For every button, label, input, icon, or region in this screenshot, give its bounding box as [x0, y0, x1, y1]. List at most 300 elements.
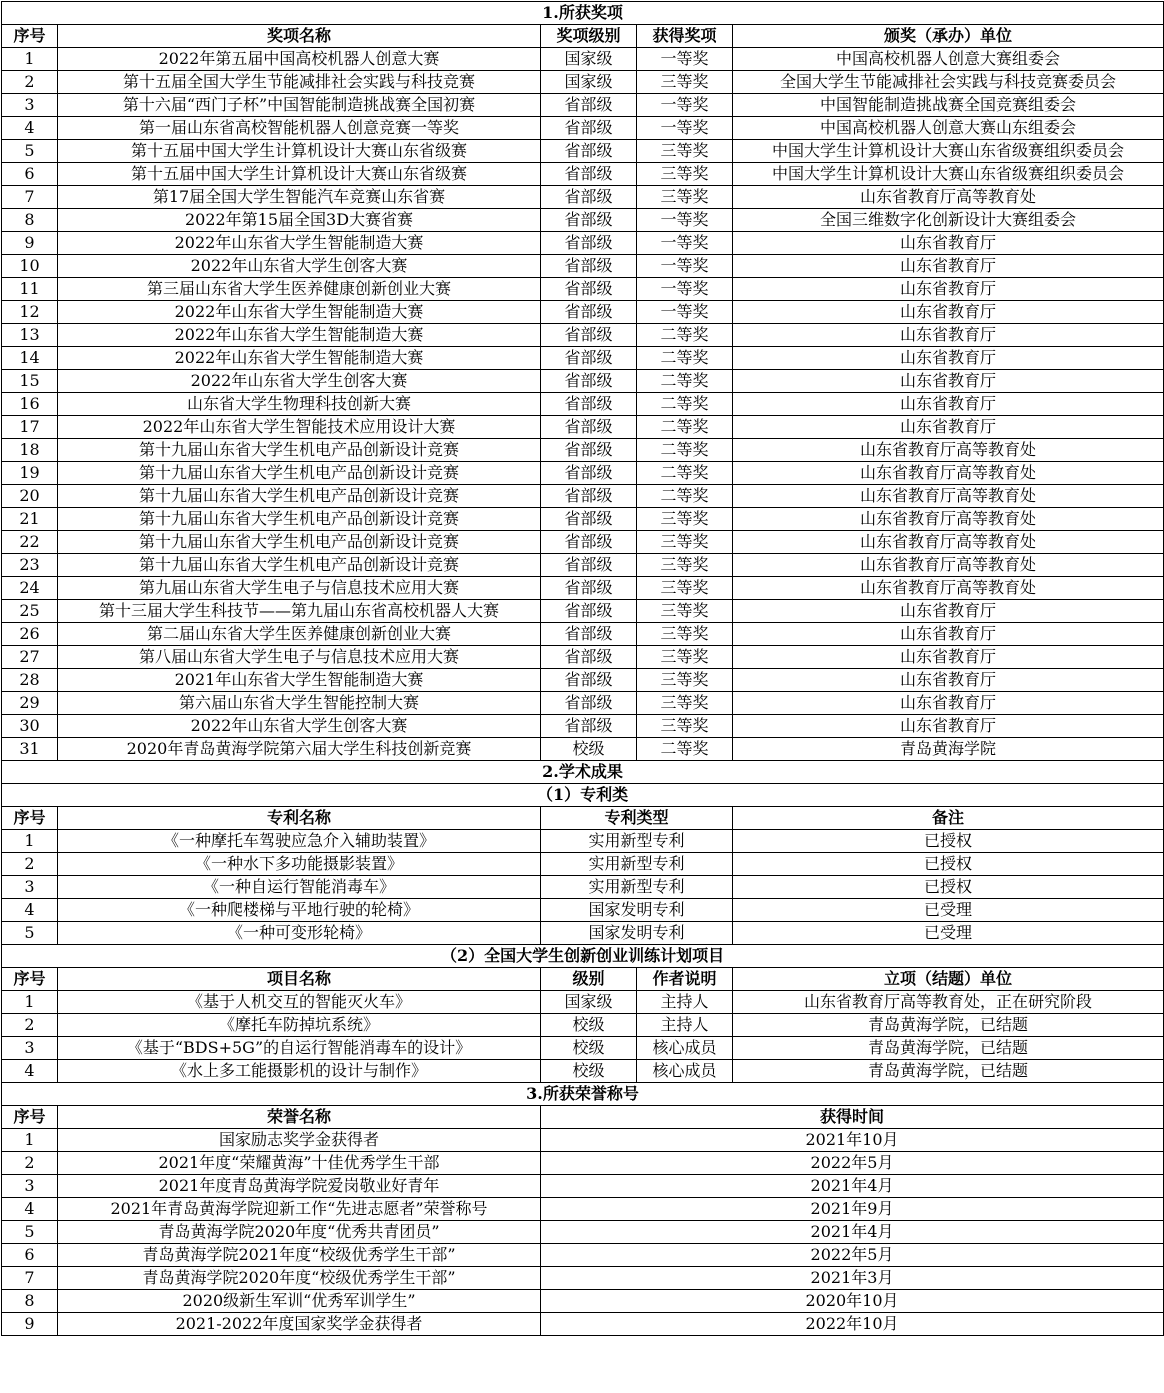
section-title-awards: 1.所获奖项 [2, 2, 1164, 25]
table-row [2, 554, 1164, 577]
index-cell: 9 [2, 232, 58, 255]
table-row [2, 1060, 1164, 1083]
award-name-cell: 第十六届“西门子杯”中国智能制造挑战赛全国初赛 [58, 94, 541, 117]
index-cell: 5 [2, 1221, 58, 1244]
award-issuer-header: 颁奖（承办）单位 [733, 25, 1164, 48]
index-cell: 17 [2, 416, 58, 439]
table-row [2, 393, 1164, 416]
project-unit-cell: 山东省教育厅高等教育处，正在研究阶段 [733, 991, 1164, 1014]
patent-note-header: 备注 [733, 807, 1164, 830]
table-row [2, 600, 1164, 623]
award-issuer-cell: 山东省教育厅 [733, 370, 1164, 393]
award-issuer-cell: 中国高校机器人创意大赛组委会 [733, 48, 1164, 71]
award-name-cell: 2020年青岛黄海学院第六届大学生科技创新竞赛 [58, 738, 541, 761]
award-name-cell: 2022年山东省大学生创客大赛 [58, 715, 541, 738]
index-cell: 14 [2, 347, 58, 370]
award-rank-cell: 二等奖 [637, 485, 733, 508]
index-cell: 1 [2, 48, 58, 71]
award-name-cell: 第十五届全国大学生节能减排社会实践与科技竞赛 [58, 71, 541, 94]
award-issuer-cell: 中国高校机器人创意大赛山东组委会 [733, 117, 1164, 140]
award-level-cell: 省部级 [541, 117, 637, 140]
award-issuer-cell: 山东省教育厅 [733, 669, 1164, 692]
project-name-cell: 《摩托车防掉坑系统》 [58, 1014, 541, 1037]
award-rank-cell: 一等奖 [637, 301, 733, 324]
award-issuer-cell: 山东省教育厅高等教育处 [733, 462, 1164, 485]
award-name-cell: 2022年第15届全国3D大赛省赛 [58, 209, 541, 232]
index-cell: 21 [2, 508, 58, 531]
project-unit-cell: 青岛黄海学院，已结题 [733, 1060, 1164, 1083]
award-name-cell: 2022年山东省大学生创客大赛 [58, 370, 541, 393]
honor-name-cell: 青岛黄海学院2020年度“校级优秀学生干部” [58, 1267, 541, 1290]
award-name-cell: 第三届山东省大学生医养健康创新创业大赛 [58, 278, 541, 301]
table-row [2, 278, 1164, 301]
award-issuer-cell: 中国智能制造挑战赛全国竞赛组委会 [733, 94, 1164, 117]
table-row [2, 439, 1164, 462]
project-unit-cell: 青岛黄海学院，已结题 [733, 1014, 1164, 1037]
index-cell: 4 [2, 1198, 58, 1221]
award-level-cell: 省部级 [541, 416, 637, 439]
patent-note-cell: 已受理 [733, 922, 1164, 945]
index-cell: 18 [2, 439, 58, 462]
award-rank-cell: 一等奖 [637, 232, 733, 255]
award-rank-cell: 三等奖 [637, 71, 733, 94]
award-rank-cell: 二等奖 [637, 393, 733, 416]
project-name-cell: 《基于“BDS+5G”的自运行智能消毒车的设计》 [58, 1037, 541, 1060]
honor-name-cell: 青岛黄海学院2021年度“校级优秀学生干部” [58, 1244, 541, 1267]
index-cell: 4 [2, 899, 58, 922]
table-row [2, 1290, 1164, 1313]
table-row [2, 232, 1164, 255]
table-row [2, 830, 1164, 853]
honor-date-cell: 2021年4月 [541, 1175, 1164, 1198]
patent-name-cell: 《一种爬楼梯与平地行驶的轮椅》 [58, 899, 541, 922]
award-level-cell: 国家级 [541, 71, 637, 94]
table-row [2, 876, 1164, 899]
table-row [2, 301, 1164, 324]
header-row [2, 25, 1164, 48]
index-cell: 3 [2, 1175, 58, 1198]
index-cell: 13 [2, 324, 58, 347]
index-cell: 7 [2, 186, 58, 209]
section-title-row [2, 1083, 1164, 1106]
index-cell: 16 [2, 393, 58, 416]
award-name-cell: 第十九届山东省大学生机电产品创新设计竞赛 [58, 439, 541, 462]
honor-date-cell: 2022年5月 [541, 1152, 1164, 1175]
award-rank-cell: 二等奖 [637, 738, 733, 761]
index-cell: 3 [2, 1037, 58, 1060]
award-name-header: 奖项名称 [58, 25, 541, 48]
table-row [2, 853, 1164, 876]
table-row [2, 370, 1164, 393]
author-role-header: 作者说明 [637, 968, 733, 991]
award-rank-cell: 一等奖 [637, 117, 733, 140]
project-unit-cell: 青岛黄海学院，已结题 [733, 1037, 1164, 1060]
award-issuer-cell: 山东省教育厅高等教育处 [733, 485, 1164, 508]
award-issuer-cell: 山东省教育厅高等教育处 [733, 508, 1164, 531]
award-level-cell: 省部级 [541, 462, 637, 485]
index-cell: 1 [2, 830, 58, 853]
index-cell: 1 [2, 991, 58, 1014]
award-issuer-cell: 中国大学生计算机设计大赛山东省级赛组织委员会 [733, 163, 1164, 186]
table-row [2, 991, 1164, 1014]
achievements-table [1, 1, 1164, 1336]
subsection-title-patents: （1）专利类 [2, 784, 1164, 807]
award-level-cell: 省部级 [541, 715, 637, 738]
award-name-cell: 第十三届大学生科技节——第九届山东省高校机器人大赛 [58, 600, 541, 623]
award-rank-cell: 一等奖 [637, 48, 733, 71]
table-row [2, 508, 1164, 531]
index-cell: 25 [2, 600, 58, 623]
table-row [2, 531, 1164, 554]
index-header: 序号 [2, 807, 58, 830]
table-row [2, 1221, 1164, 1244]
patent-name-cell: 《一种摩托车驾驶应急介入辅助装置》 [58, 830, 541, 853]
award-level-cell: 省部级 [541, 485, 637, 508]
index-cell: 19 [2, 462, 58, 485]
index-cell: 27 [2, 646, 58, 669]
award-level-header: 奖项级别 [541, 25, 637, 48]
honor-name-cell: 2020级新生军训“优秀军训学生” [58, 1290, 541, 1313]
award-level-cell: 省部级 [541, 163, 637, 186]
award-name-cell: 2021年山东省大学生智能制造大赛 [58, 669, 541, 692]
award-issuer-cell: 山东省教育厅 [733, 416, 1164, 439]
index-cell: 29 [2, 692, 58, 715]
index-header: 序号 [2, 1106, 58, 1129]
table-row [2, 715, 1164, 738]
patent-name-cell: 《一种自运行智能消毒车》 [58, 876, 541, 899]
honor-date-cell: 2021年10月 [541, 1129, 1164, 1152]
award-rank-header: 获得奖项 [637, 25, 733, 48]
index-header: 序号 [2, 968, 58, 991]
award-issuer-cell: 山东省教育厅 [733, 715, 1164, 738]
award-rank-cell: 二等奖 [637, 370, 733, 393]
honor-name-cell: 2021-2022年度国家奖学金获得者 [58, 1313, 541, 1336]
table-row [2, 1267, 1164, 1290]
award-level-cell: 省部级 [541, 232, 637, 255]
section-title-honors: 3.所获荣誉称号 [2, 1083, 1164, 1106]
honor-name-cell: 2021年度“荣耀黄海”十佳优秀学生干部 [58, 1152, 541, 1175]
header-row [2, 1106, 1164, 1129]
index-cell: 5 [2, 140, 58, 163]
project-name-header: 项目名称 [58, 968, 541, 991]
award-issuer-cell: 山东省教育厅 [733, 324, 1164, 347]
project-level-cell: 校级 [541, 1060, 637, 1083]
award-rank-cell: 三等奖 [637, 577, 733, 600]
honor-name-cell: 青岛黄海学院2020年度“优秀共青团员” [58, 1221, 541, 1244]
award-issuer-cell: 山东省教育厅高等教育处 [733, 577, 1164, 600]
index-cell: 31 [2, 738, 58, 761]
index-cell: 2 [2, 1152, 58, 1175]
project-level-header: 级别 [541, 968, 637, 991]
award-level-cell: 省部级 [541, 623, 637, 646]
index-cell: 4 [2, 1060, 58, 1083]
patent-type-cell: 实用新型专利 [541, 876, 733, 899]
table-row [2, 623, 1164, 646]
award-name-cell: 2022年山东省大学生智能制造大赛 [58, 324, 541, 347]
award-level-cell: 省部级 [541, 278, 637, 301]
award-name-cell: 第十五届中国大学生计算机设计大赛山东省级赛 [58, 163, 541, 186]
award-level-cell: 省部级 [541, 255, 637, 278]
award-rank-cell: 三等奖 [637, 531, 733, 554]
award-issuer-cell: 青岛黄海学院 [733, 738, 1164, 761]
award-issuer-cell: 山东省教育厅 [733, 278, 1164, 301]
award-rank-cell: 三等奖 [637, 646, 733, 669]
project-level-cell: 校级 [541, 1014, 637, 1037]
award-rank-cell: 一等奖 [637, 209, 733, 232]
award-level-cell: 省部级 [541, 554, 637, 577]
patent-name-header: 专利名称 [58, 807, 541, 830]
award-issuer-cell: 山东省教育厅 [733, 347, 1164, 370]
award-issuer-cell: 山东省教育厅高等教育处 [733, 439, 1164, 462]
award-rank-cell: 三等奖 [637, 186, 733, 209]
award-rank-cell: 三等奖 [637, 508, 733, 531]
patent-note-cell: 已授权 [733, 876, 1164, 899]
award-name-cell: 第十九届山东省大学生机电产品创新设计竞赛 [58, 508, 541, 531]
section-title-row [2, 945, 1164, 968]
award-rank-cell: 三等奖 [637, 140, 733, 163]
index-cell: 20 [2, 485, 58, 508]
award-level-cell: 省部级 [541, 439, 637, 462]
award-rank-cell: 三等奖 [637, 692, 733, 715]
table-row [2, 1129, 1164, 1152]
table-row [2, 94, 1164, 117]
award-level-cell: 省部级 [541, 600, 637, 623]
honor-date-cell: 2022年5月 [541, 1244, 1164, 1267]
award-name-cell: 第十九届山东省大学生机电产品创新设计竞赛 [58, 485, 541, 508]
honor-date-cell: 2021年3月 [541, 1267, 1164, 1290]
award-level-cell: 省部级 [541, 347, 637, 370]
table-row [2, 1014, 1164, 1037]
award-rank-cell: 一等奖 [637, 255, 733, 278]
award-rank-cell: 三等奖 [637, 163, 733, 186]
award-name-cell: 第一届山东省高校智能机器人创意竞赛一等奖 [58, 117, 541, 140]
award-name-cell: 2022年山东省大学生智能技术应用设计大赛 [58, 416, 541, 439]
index-cell: 10 [2, 255, 58, 278]
patent-note-cell: 已受理 [733, 899, 1164, 922]
award-rank-cell: 二等奖 [637, 324, 733, 347]
patent-name-cell: 《一种水下多功能摄影装置》 [58, 853, 541, 876]
award-level-cell: 省部级 [541, 324, 637, 347]
table-row [2, 485, 1164, 508]
award-name-cell: 第九届山东省大学生电子与信息技术应用大赛 [58, 577, 541, 600]
award-name-cell: 第二届山东省大学生医养健康创新创业大赛 [58, 623, 541, 646]
index-cell: 6 [2, 163, 58, 186]
award-name-cell: 第十五届中国大学生计算机设计大赛山东省级赛 [58, 140, 541, 163]
index-cell: 15 [2, 370, 58, 393]
index-cell: 2 [2, 1014, 58, 1037]
project-unit-header: 立项（结题）单位 [733, 968, 1164, 991]
award-issuer-cell: 山东省教育厅高等教育处 [733, 531, 1164, 554]
index-cell: 11 [2, 278, 58, 301]
award-rank-cell: 二等奖 [637, 439, 733, 462]
award-level-cell: 校级 [541, 738, 637, 761]
award-rank-cell: 二等奖 [637, 347, 733, 370]
honor-date-cell: 2021年9月 [541, 1198, 1164, 1221]
honor-date-cell: 2020年10月 [541, 1290, 1164, 1313]
table-row [2, 71, 1164, 94]
index-cell: 8 [2, 209, 58, 232]
patent-type-cell: 国家发明专利 [541, 922, 733, 945]
table-row [2, 1152, 1164, 1175]
section-title-academic: 2.学术成果 [2, 761, 1164, 784]
award-level-cell: 省部级 [541, 393, 637, 416]
author-role-cell: 主持人 [637, 1014, 733, 1037]
award-rank-cell: 一等奖 [637, 278, 733, 301]
subsection-title-projects: （2）全国大学生创新创业训练计划项目 [2, 945, 1164, 968]
index-cell: 23 [2, 554, 58, 577]
award-name-cell: 第17届全国大学生智能汽车竞赛山东省赛 [58, 186, 541, 209]
table-row [2, 1198, 1164, 1221]
award-issuer-cell: 山东省教育厅高等教育处 [733, 554, 1164, 577]
award-name-cell: 2022年山东省大学生智能制造大赛 [58, 301, 541, 324]
award-level-cell: 省部级 [541, 94, 637, 117]
project-level-cell: 国家级 [541, 991, 637, 1014]
award-name-cell: 2022年山东省大学生智能制造大赛 [58, 347, 541, 370]
award-level-cell: 省部级 [541, 646, 637, 669]
table-row [2, 462, 1164, 485]
honor-name-cell: 2021年青岛黄海学院迎新工作“先进志愿者”荣誉称号 [58, 1198, 541, 1221]
honor-name-cell: 2021年度青岛黄海学院爱岗敬业好青年 [58, 1175, 541, 1198]
table-row [2, 324, 1164, 347]
table-row [2, 209, 1164, 232]
patent-note-cell: 已授权 [733, 853, 1164, 876]
award-name-cell: 第六届山东省大学生智能控制大赛 [58, 692, 541, 715]
index-cell: 3 [2, 876, 58, 899]
award-issuer-cell: 山东省教育厅 [733, 600, 1164, 623]
index-cell: 2 [2, 853, 58, 876]
award-rank-cell: 二等奖 [637, 416, 733, 439]
index-cell: 3 [2, 94, 58, 117]
honor-date-cell: 2022年10月 [541, 1313, 1164, 1336]
award-issuer-cell: 山东省教育厅 [733, 623, 1164, 646]
project-level-cell: 校级 [541, 1037, 637, 1060]
award-issuer-cell: 山东省教育厅 [733, 692, 1164, 715]
award-issuer-cell: 山东省教育厅 [733, 232, 1164, 255]
award-name-cell: 2022年山东省大学生创客大赛 [58, 255, 541, 278]
table-row [2, 1313, 1164, 1336]
award-name-cell: 2022年第五届中国高校机器人创意大赛 [58, 48, 541, 71]
award-name-cell: 山东省大学生物理科技创新大赛 [58, 393, 541, 416]
patent-type-cell: 实用新型专利 [541, 830, 733, 853]
award-rank-cell: 三等奖 [637, 669, 733, 692]
award-rank-cell: 三等奖 [637, 715, 733, 738]
index-cell: 9 [2, 1313, 58, 1336]
author-role-cell: 主持人 [637, 991, 733, 1014]
award-issuer-cell: 中国大学生计算机设计大赛山东省级赛组织委员会 [733, 140, 1164, 163]
author-role-cell: 核心成员 [637, 1060, 733, 1083]
section-title-row [2, 761, 1164, 784]
section-title-row [2, 784, 1164, 807]
index-cell: 2 [2, 71, 58, 94]
table-row [2, 48, 1164, 71]
award-rank-cell: 二等奖 [637, 462, 733, 485]
table-row [2, 922, 1164, 945]
patent-note-cell: 已授权 [733, 830, 1164, 853]
award-issuer-cell: 全国三维数字化创新设计大赛组委会 [733, 209, 1164, 232]
award-rank-cell: 三等奖 [637, 554, 733, 577]
award-issuer-cell: 山东省教育厅 [733, 255, 1164, 278]
index-cell: 6 [2, 1244, 58, 1267]
project-name-cell: 《水上多工能摄影机的设计与制作》 [58, 1060, 541, 1083]
index-cell: 28 [2, 669, 58, 692]
table-row [2, 416, 1164, 439]
award-level-cell: 省部级 [541, 209, 637, 232]
award-level-cell: 省部级 [541, 301, 637, 324]
award-level-cell: 国家级 [541, 48, 637, 71]
patent-type-cell: 实用新型专利 [541, 853, 733, 876]
author-role-cell: 核心成员 [637, 1037, 733, 1060]
award-level-cell: 省部级 [541, 370, 637, 393]
index-header: 序号 [2, 25, 58, 48]
award-name-cell: 第十九届山东省大学生机电产品创新设计竞赛 [58, 462, 541, 485]
table-row [2, 692, 1164, 715]
award-name-cell: 2022年山东省大学生智能制造大赛 [58, 232, 541, 255]
index-cell: 26 [2, 623, 58, 646]
index-cell: 30 [2, 715, 58, 738]
honor-date-cell: 2021年4月 [541, 1221, 1164, 1244]
index-cell: 24 [2, 577, 58, 600]
table-row [2, 577, 1164, 600]
award-level-cell: 省部级 [541, 140, 637, 163]
award-level-cell: 省部级 [541, 186, 637, 209]
table-row [2, 646, 1164, 669]
award-name-cell: 第八届山东省大学生电子与信息技术应用大赛 [58, 646, 541, 669]
award-issuer-cell: 山东省教育厅 [733, 301, 1164, 324]
index-cell: 4 [2, 117, 58, 140]
table-row [2, 186, 1164, 209]
award-level-cell: 省部级 [541, 669, 637, 692]
patent-type-header: 专利类型 [541, 807, 733, 830]
table-row [2, 347, 1164, 370]
award-level-cell: 省部级 [541, 577, 637, 600]
index-cell: 7 [2, 1267, 58, 1290]
patent-name-cell: 《一种可变形轮椅》 [58, 922, 541, 945]
index-cell: 1 [2, 1129, 58, 1152]
honor-name-header: 荣誉名称 [58, 1106, 541, 1129]
index-cell: 5 [2, 922, 58, 945]
award-rank-cell: 三等奖 [637, 600, 733, 623]
award-issuer-cell: 全国大学生节能减排社会实践与科技竞赛委员会 [733, 71, 1164, 94]
table-row [2, 163, 1164, 186]
award-level-cell: 省部级 [541, 531, 637, 554]
project-name-cell: 《基于人机交互的智能灭火车》 [58, 991, 541, 1014]
table-row [2, 117, 1164, 140]
award-issuer-cell: 山东省教育厅 [733, 646, 1164, 669]
table-row [2, 669, 1164, 692]
award-level-cell: 省部级 [541, 692, 637, 715]
award-issuer-cell: 山东省教育厅高等教育处 [733, 186, 1164, 209]
award-rank-cell: 一等奖 [637, 94, 733, 117]
index-cell: 12 [2, 301, 58, 324]
table-row [2, 899, 1164, 922]
honor-name-cell: 国家励志奖学金获得者 [58, 1129, 541, 1152]
table-row [2, 1175, 1164, 1198]
table-row [2, 738, 1164, 761]
table-row [2, 255, 1164, 278]
section-title-row [2, 2, 1164, 25]
award-name-cell: 第十九届山东省大学生机电产品创新设计竞赛 [58, 531, 541, 554]
header-row [2, 968, 1164, 991]
index-cell: 8 [2, 1290, 58, 1313]
patent-type-cell: 国家发明专利 [541, 899, 733, 922]
table-row [2, 1037, 1164, 1060]
award-name-cell: 第十九届山东省大学生机电产品创新设计竞赛 [58, 554, 541, 577]
award-level-cell: 省部级 [541, 508, 637, 531]
award-rank-cell: 三等奖 [637, 623, 733, 646]
award-issuer-cell: 山东省教育厅 [733, 393, 1164, 416]
honor-date-header: 获得时间 [541, 1106, 1164, 1129]
table-row [2, 1244, 1164, 1267]
